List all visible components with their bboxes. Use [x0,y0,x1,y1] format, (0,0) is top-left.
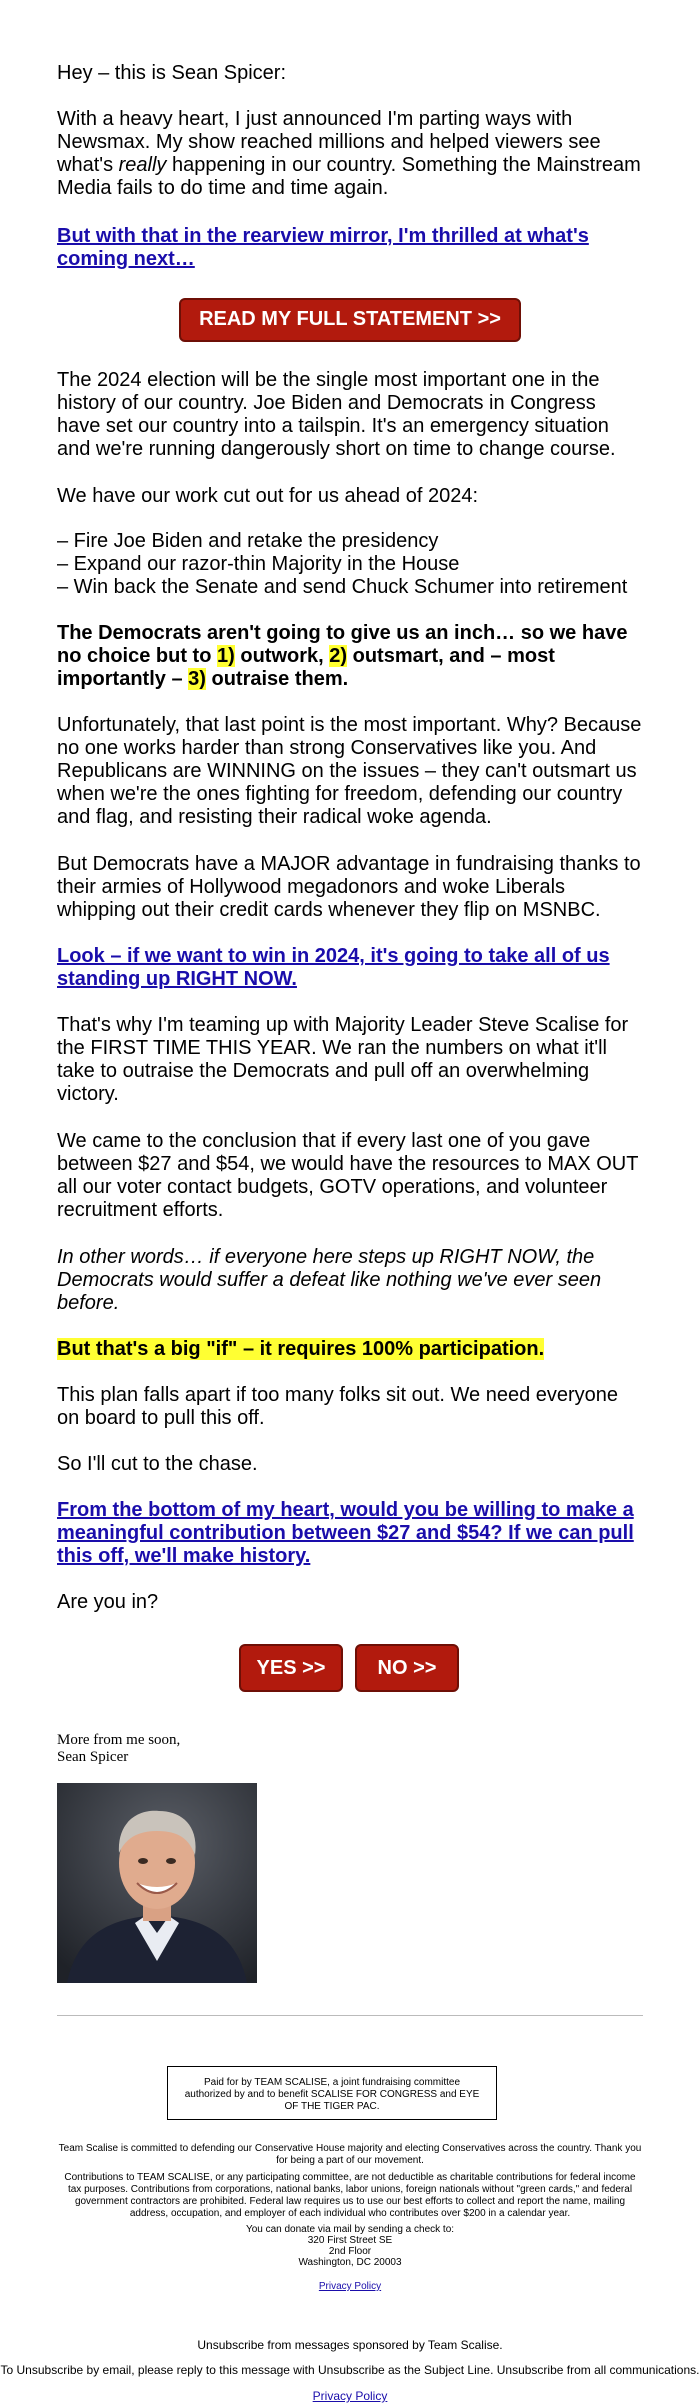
signoff-line-2: Sean Spicer [57,1749,129,1765]
intro-emphasis: really [118,154,167,176]
sean-spicer-photo [57,1783,257,1983]
intro-text-b: happening in our country. Something the Mainstream Media fails to do time and time again. [57,154,641,199]
rearview-link[interactable]: But with that in the rearview mirror, I'm thrilled at what's coming next… [57,225,589,270]
work-cut-out-paragraph: We have our work cut out for us ahead of 2024: [57,485,478,507]
paid-for-box [167,2066,497,2120]
in-other-words-paragraph: In other words… if everyone here steps up RIGHT NOW, the Democrats would suffer a defeat like nothing we've ever seen before. [57,1246,602,1314]
goal-item: – Win back the Senate and send Chuck Schumer into retirement [57,576,628,598]
goals-list [57,530,643,599]
paid-for-text: Paid for by TEAM SCALISE, a joint fundraising committee authorized by and to benefit SCALISE FOR CONGRESS and EYE OF THE TIGER PAC. [184,2077,480,2112]
intro-paragraph [57,108,643,200]
election-paragraph: The 2024 election will be the single most important one in the history of our country. Joe Biden and Democrats in Congress have set our country into a tailspin. It's an emergency situation and we're running dangerously short on time to change course. [57,369,616,460]
address-line-1: 320 First Street SE [307,2235,393,2246]
unsubscribe-email-text: To Unsubscribe by email, please reply to this message with Unsubscribe as the Subject Line. Unsubscribe from all communications. [0,2363,700,2377]
read-statement-button[interactable]: READ MY FULL STATEMENT >> [179,298,521,342]
participation-highlight [57,1338,544,1361]
outwork-text-b: outwork, [234,645,330,667]
goal-item: – Expand our razor-thin Majority in the House [57,553,460,575]
no-button[interactable]: NO >> [355,1644,459,1692]
participation-text: But that's a big "if" – it requires 100% participation. [57,1338,545,1360]
goal-item: – Fire Joe Biden and retake the presidency [57,530,439,552]
mail-intro: You can donate via mail by sending a check to: [245,2224,455,2235]
number-3-badge: 3) [188,668,206,690]
unfortunately-paragraph: Unfortunately, that last point is the most important. Why? Because no one works harder than strong Conservatives like you. And Republicans are WINNING on the issues – they can't outsmart us when we're the ones fighting for freedom, defending our country and flag, and resisting their radical woke agenda. [57,714,642,828]
footer-divider [57,2015,643,2016]
unsubscribe-sponsored[interactable]: Unsubscribe from messages sponsored by Team Scalise. [197,2338,503,2352]
yes-button[interactable]: YES >> [239,1644,343,1692]
greeting: Hey – this is Sean Spicer: [57,62,286,84]
scalise-paragraph: That's why I'm teaming up with Majority Leader Steve Scalise for the FIRST TIME THIS YEAR. We ran the numbers on what it'll take to outraise the Democrats and pull off an overwhelming victory. [57,1014,629,1105]
outwork-text-d: outraise them. [205,668,349,690]
privacy-policy-footer-link[interactable]: Privacy Policy [312,2389,388,2403]
number-1-badge: 1) [217,645,235,667]
privacy-policy-link[interactable]: Privacy Policy [318,2281,382,2292]
fundraising-paragraph: But Democrats have a MAJOR advantage in fundraising thanks to their armies of Hollywood megadonors and woke Liberals whipping out their credit cards whenever they flip on MSNBC. [57,853,641,921]
signoff-line-1: More from me soon, [57,1732,181,1748]
portrait-image [57,1783,257,1983]
contribution-disclaimer: Contributions to TEAM SCALISE, or any participating committee, are not deductible as charitable contributions for federal income tax purposes. Contributions from corporations, national banks, labor unions, foreign nationals without "green cards," and federal government contractors are prohibited. Federal law requires us to use our best efforts to collect and report the name, mailing address, occupation, and employer of each individual who contributes over $200 in a calendar year. [64,2172,636,2219]
chase-paragraph: So I'll cut to the chase. [57,1453,258,1475]
intro-text-a: With a heavy heart, I just announced I'm parting ways with Newsmax. My show reached millions and helped viewers see what's [57,108,601,176]
conclusion-paragraph: We came to the conclusion that if every last one of you gave between $27 and $54, we would have the resources to MAX OUT all our voter contact budgets, GOTV operations, and volunteer recruitment efforts. [57,1130,639,1221]
number-2-badge: 2) [329,645,348,667]
are-you-in-text: Are you in? [57,1591,159,1613]
plan-paragraph: This plan falls apart if too many folks sit out. We need everyone on board to pull this off. [57,1384,619,1429]
outwork-text-a: The Democrats aren't going to give us an inch… so we have no choice but to [57,622,628,667]
outwork-paragraph [57,622,643,691]
win-2024-link[interactable]: Look – if we want to win in 2024, it's going to take all of us standing up RIGHT NOW. [57,945,610,990]
contribution-link[interactable]: From the bottom of my heart, would you be willing to make a meaningful contribution between $27 and $54? If we can pull this off, we'll make history. [57,1499,634,1567]
mission-text: Team Scalise is committed to defending our Conservative House majority and electing Conservatives across the country. Thank you for being a part of our movement. [58,2143,642,2166]
outwork-text-c: outsmart, and – most importantly – [57,645,555,690]
address-line-2: 2nd Floor [328,2246,372,2257]
address-line-3: Washington, DC 20003 [298,2257,402,2268]
